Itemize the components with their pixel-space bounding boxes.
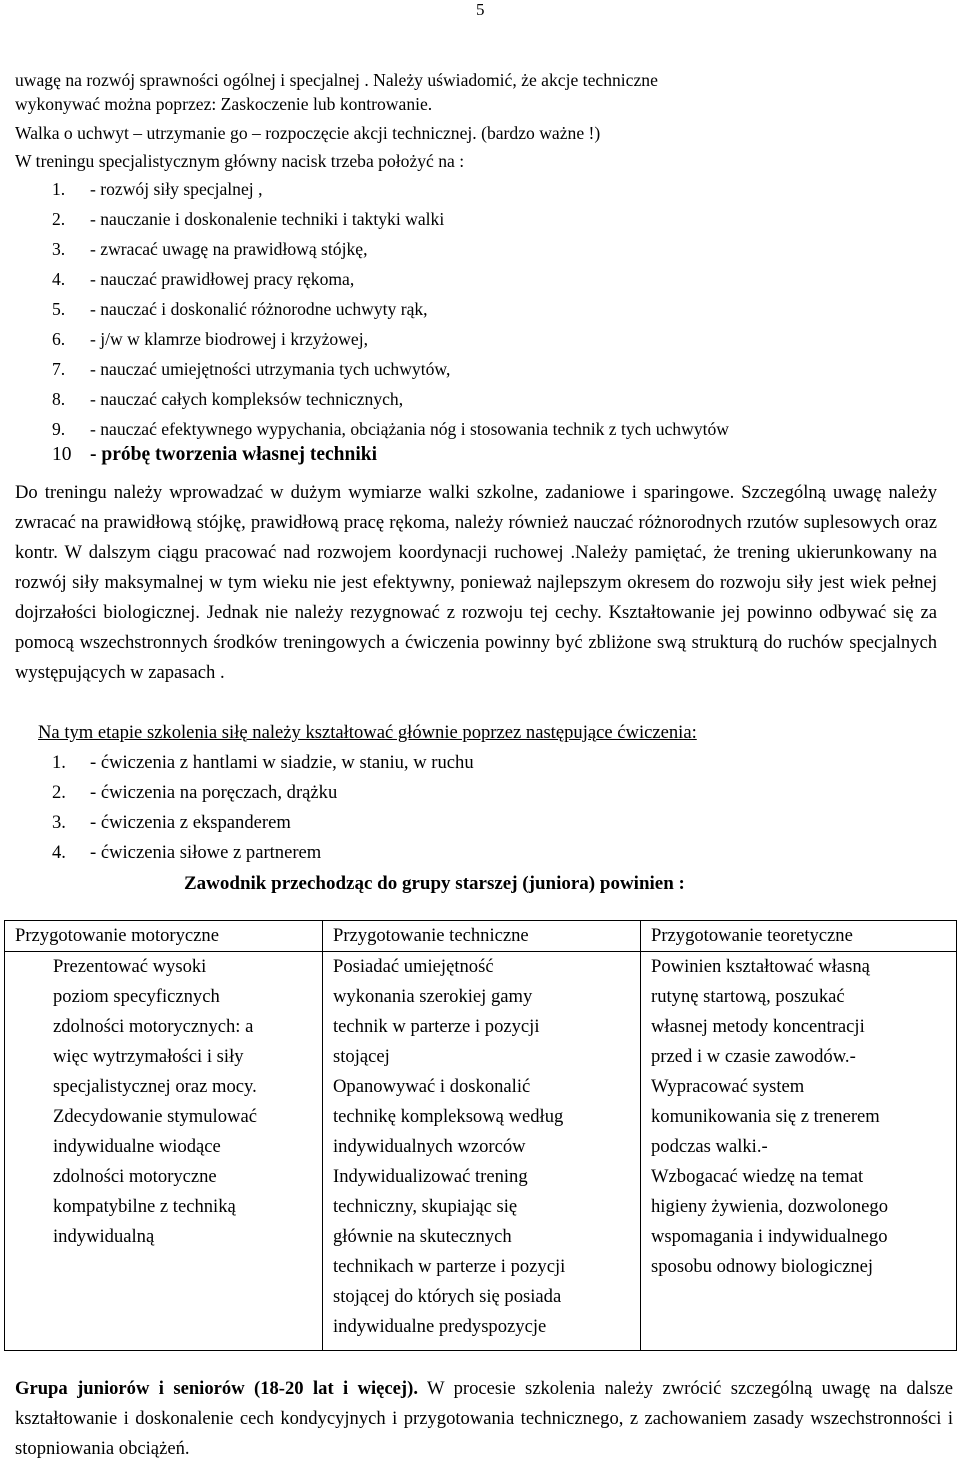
final-paragraph (15, 1374, 953, 1464)
final-text: W procesie szkolenia należy zwrócić szczególną uwagę na dalsze kształtowanie i doskonalenie cech kondycyjnych i przygotowania technicznego, z zachowaniem zasady wszechstronności i stopniowania obciążeń. (15, 1378, 953, 1459)
cell-technical-text: Posiadać umiejętność wykonania szerokiej gamy technik w parterze i pozycji stojącej Opanowywać i doskonalić technikę kompleksową według indywidualnych wzorców Indywidualizować trening techniczny, skupiając się głównie na skutecznych technikach w parterze i pozycji stojącej do których się posiada indywidualne predyspozycje (333, 956, 566, 1337)
exercise-item: 4. - ćwiczenia siłowe z partnerem (52, 842, 322, 863)
table-title: Zawodnik przechodząc do grupy starszej (juniora) powinien : (184, 873, 685, 894)
focus-list-item: 5. - nauczać i doskonalić różnorodne uchwyty rąk, (52, 299, 428, 319)
focus-list-item: 8. - nauczać całych kompleksów technicznych, (52, 389, 404, 409)
preparation-table (4, 920, 957, 1351)
exercise-item: 1. - ćwiczenia z hantlami w siadzie, w staniu, w ruchu (52, 752, 474, 773)
header-motor: Przygotowanie motoryczne (5, 921, 323, 952)
table-header-row (5, 921, 957, 952)
focus-list-item: 2. - nauczanie i doskonalenie techniki i taktyki walki (52, 209, 445, 229)
focus-list-item: 1. - rozwój siły specjalnej , (52, 179, 263, 199)
focus-list-item: 4. - nauczać prawidłowej pracy rękoma, (52, 269, 355, 289)
header-technical: Przygotowanie techniczne (323, 921, 641, 952)
final-bold-lead: Grupa juniorów i seniorów (18-20 lat i więcej). (15, 1378, 418, 1399)
cell-theoretical (641, 952, 957, 1351)
body-paragraph: Do treningu należy wprowadzać w dużym wymiarze walki szkolne, zadaniowe i sparingowe. Szczególną uwagę należy zwracać na prawidłową stójkę, prawidłową pracę rękoma, należy również nauczać różnorodnych rzutów suplesowych oraz kontr. W dalszym ciągu pracować nad rozwojem koordynacji ruchowej .Należy pamiętać, że trening ukierunkowany na rozwój siły maksymalnej w tym wieku nie jest efektywny, ponieważ najlepszym okresem do rozwoju siły jest wiek pełnej dojrzałości biologicznej. Jednak nie należy rezygnować z rozwoju tej cechy. Kształtowanie jej powinno odbywać się za pomocą wszechstronnych środków treningowych a ćwiczenia powinny być zbliżone swą strukturą do ruchów specjalnych występujących w zapasach . (15, 482, 937, 683)
exercise-item: 3. - ćwiczenia z ekspanderem (52, 812, 291, 833)
cell-motor-text: Prezentować wysoki poziom specyficznych zdolności motorycznych: a więc wytrzymałości i siły specjalistycznej oraz mocy. Zdecydowanie stymulować indywidualne wiodące zdolności motoryczne kompatybilne z techniką indywidualną (53, 956, 257, 1247)
focus-list-item: 9. - nauczać efektywnego wypychania, obciążania nóg i stosowania technik z tych uchwytów (52, 419, 730, 439)
cell-theoretical-text: Powinien kształtować własną rutynę startową, poszukać własnej metody koncentracji przed i w czasie zawodów.- Wypracować system komunikowania się z trenerem podczas walki.- Wzbogacać wiedzę na temat higieny żywienia, dozwolonego wspomagania i indywidualnego sposobu odnowy biologicznej (651, 956, 889, 1277)
exercises-heading: Na tym etapie szkolenia siłę należy kształtować głównie poprzez następujące ćwiczenia: (38, 722, 697, 743)
intro-line: wykonywać można poprzez: Zaskoczenie lub kontrowanie. (15, 94, 433, 114)
exercise-item: 2. - ćwiczenia na poręczach, drążku (52, 782, 338, 803)
focus-list-item: 10 - próbę tworzenia własnej techniki (52, 444, 378, 465)
table-row (5, 952, 957, 1351)
page-number: 5 (476, 0, 485, 19)
focus-list-item: 6. - j/w w klamrze biodrowej i krzyżowej, (52, 329, 368, 349)
intro-line: W treningu specjalistycznym główny nacisk trzeba położyć na : (15, 151, 465, 171)
header-theoretical: Przygotowanie teoretyczne (641, 921, 957, 952)
focus-list-item: 7. - nauczać umiejętności utrzymania tych uchwytów, (52, 359, 451, 379)
cell-technical (323, 952, 641, 1351)
intro-line: uwagę na rozwój sprawności ogólnej i specjalnej . Należy uświadomić, że akcje techniczne (15, 70, 658, 90)
focus-list-item: 3. - zwracać uwagę na prawidłową stójkę, (52, 239, 368, 259)
cell-motor (5, 952, 323, 1351)
intro-line: Walka o uchwyt – utrzymanie go – rozpoczęcie akcji technicznej. (bardzo ważne !) (15, 123, 601, 143)
